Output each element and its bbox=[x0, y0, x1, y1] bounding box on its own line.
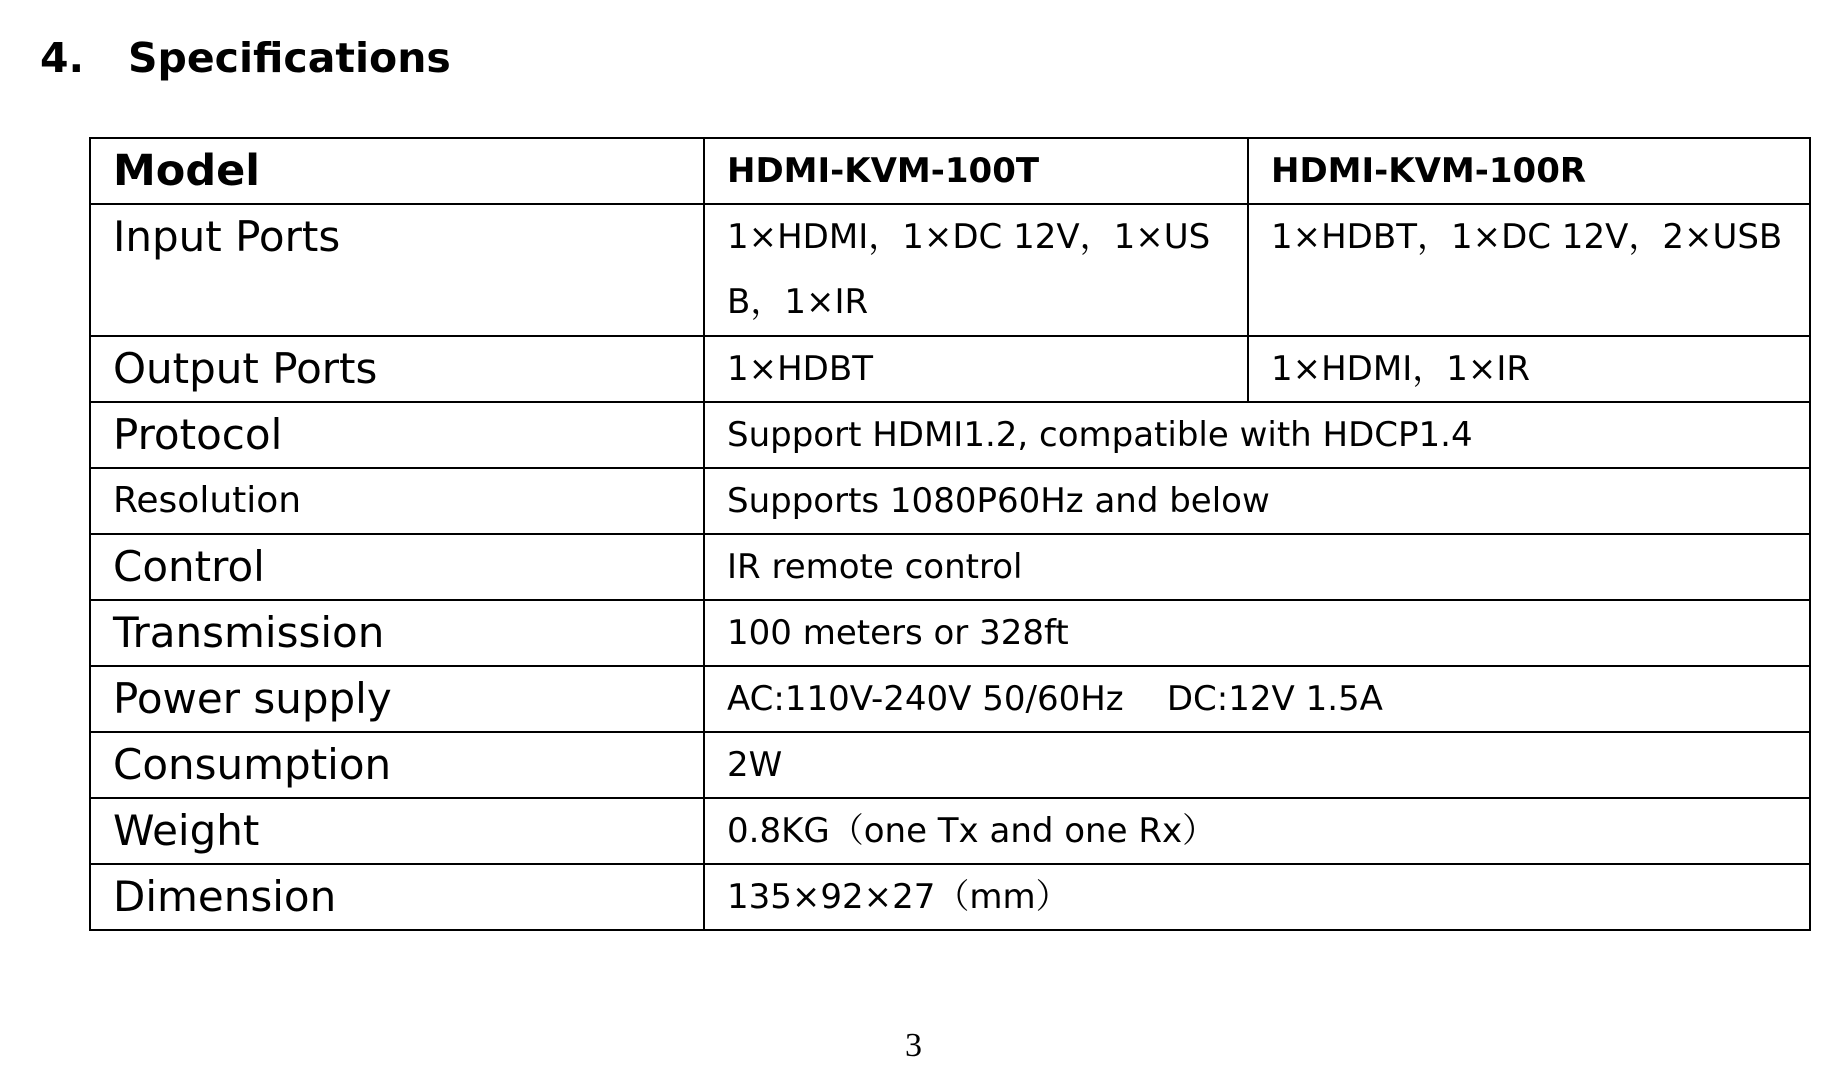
protocol-label: Protocol bbox=[90, 402, 704, 468]
table-row-dimension bbox=[90, 864, 1810, 930]
table-row-resolution bbox=[90, 468, 1810, 534]
dimension-label: Dimension bbox=[90, 864, 704, 930]
page-number: 3 bbox=[905, 1027, 922, 1064]
model-tx: HDMI-KVM-100T bbox=[704, 138, 1248, 204]
power-supply-value: AC:110V-240V 50/60Hz DC:12V 1.5A bbox=[704, 666, 1810, 732]
weight-value: 0.8KG（one Tx and one Rx） bbox=[704, 798, 1810, 864]
table-row-weight bbox=[90, 798, 1810, 864]
table-row-model bbox=[90, 138, 1810, 204]
input-ports-rx: 1×HDBT，1×DC 12V，2×USB bbox=[1248, 204, 1810, 336]
model-rx: HDMI-KVM-100R bbox=[1248, 138, 1810, 204]
consumption-label: Consumption bbox=[90, 732, 704, 798]
section-title: Specifications bbox=[128, 34, 451, 82]
section-number: 4. bbox=[40, 34, 85, 82]
table-row-transmission bbox=[90, 600, 1810, 666]
table-row-consumption bbox=[90, 732, 1810, 798]
table-row-protocol bbox=[90, 402, 1810, 468]
control-value: IR remote control bbox=[704, 534, 1810, 600]
control-label: Control bbox=[90, 534, 704, 600]
input-ports-label: Input Ports bbox=[90, 204, 704, 336]
output-ports-rx: 1×HDMI，1×IR bbox=[1248, 336, 1810, 402]
specifications-table bbox=[89, 137, 1811, 931]
weight-label: Weight bbox=[90, 798, 704, 864]
input-ports-tx: 1×HDMI，1×DC 12V，1×USB，1×IR bbox=[704, 204, 1248, 336]
protocol-value: Support HDMI1.2, compatible with HDCP1.4 bbox=[704, 402, 1810, 468]
dimension-value: 135×92×27（mm） bbox=[704, 864, 1810, 930]
transmission-value: 100 meters or 328ft bbox=[704, 600, 1810, 666]
table-row-input-ports bbox=[90, 204, 1810, 336]
resolution-value: Supports 1080P60Hz and below bbox=[704, 468, 1810, 534]
output-ports-label: Output Ports bbox=[90, 336, 704, 402]
power-supply-label: Power supply bbox=[90, 666, 704, 732]
model-label: Model bbox=[90, 138, 704, 204]
resolution-label: Resolution bbox=[90, 468, 704, 534]
transmission-label: Transmission bbox=[90, 600, 704, 666]
output-ports-tx: 1×HDBT bbox=[704, 336, 1248, 402]
consumption-value: 2W bbox=[704, 732, 1810, 798]
table-row-control bbox=[90, 534, 1810, 600]
section-heading bbox=[40, 32, 451, 84]
table-row-output-ports bbox=[90, 336, 1810, 402]
table-row-power-supply bbox=[90, 666, 1810, 732]
